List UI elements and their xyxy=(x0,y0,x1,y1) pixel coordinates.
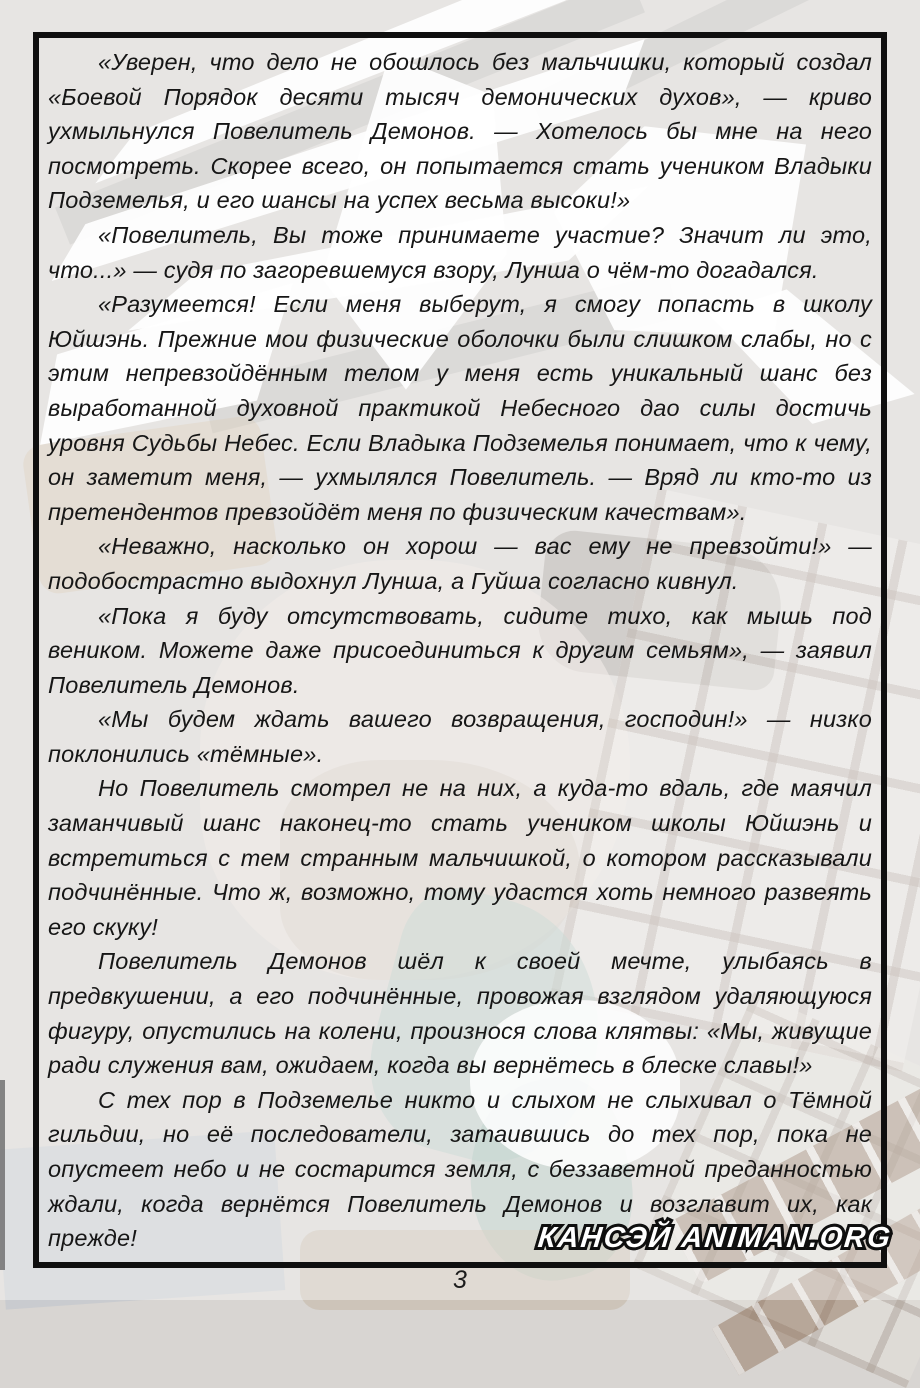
paragraph: Повелитель Демонов шёл к своей мечте, улыбаясь в предвкушении, а его подчинённые, провожая взглядом удаляющуюся фигуру, опустились на колени, произнося слова клятвы: «Мы, живущие ради служения вам, ожидаем, когда вы вернётесь в блеске славы!» xyxy=(48,948,872,1079)
paragraph: «Пока я буду отсутствовать, сидите тихо, как мышь под веником. Можете даже присоединиться к другим семьям», — заявил Повелитель Демонов. xyxy=(48,602,872,698)
paragraph: «Неважно, насколько он хорош — вас ему не превзойти!» — подобострастно выдохнул Лунша, а Гуйша согласно кивнул. xyxy=(48,533,872,594)
paragraph: «Разумеется! Если меня выберут, я смогу попасть в школу Юйшэнь. Прежние мои физические оболочки были слишком слабы, но с этим непревзойдённым телом у меня есть уникальный шанс без выработанной духовной практикой Небесного дао силы достичь уровня Судьбы Небес. Если Владыка Подземелья понимает, что к чему, он заметит меня, — ухмылялся Повелитель. — Вряд ли кто-то из претендентов превзойдёт меня по физическим качествам». xyxy=(48,291,872,525)
paragraph: С тех пор в Подземелье никто и слыхом не слыхивал о Тёмной гильдии, но её последователи, затаившись до тех пор, пока не опустеет небо и не состарится земля, с беззаветной преданностью ждали, когда вернётся Повелитель Демонов и возглавит их, как прежде! xyxy=(48,1086,872,1252)
paragraph: «Повелитель, Вы тоже принимаете участие? Значит ли это, что...» — судя по загоревшемуся взору, Лунша о чём-то догадался. xyxy=(48,221,872,283)
text-frame xyxy=(33,32,887,1268)
paragraph: «Уверен, что дело не обошлось без мальчишки, который создал «Боевой Порядок десяти тысяч демонических духов», — криво ухмыльнулся Повелитель Демонов. — Хотелось бы мне на него посмотреть. Скорее всего, он попытается стать учеником Владыки Подземелья, и его шансы на успех весьма высоки!» xyxy=(48,49,872,214)
page-number: 3 xyxy=(453,1266,467,1294)
paragraph: «Мы будем ждать вашего возвращения, господин!» — низко поклонились «тёмные». xyxy=(48,706,872,767)
translator-watermark: КАНСЭЙ ANIMAN.ORG xyxy=(536,1222,894,1254)
paragraph: Но Повелитель смотрел не на них, а куда-то вдаль, где маячил заманчивый шанс наконец-то стать учеником школы Юйшэнь и встретиться с тем странным мальчишкой, о котором рассказывали подчинённые. Что ж, возможно, тому удастся хоть немного развеять его скуку! xyxy=(48,775,872,940)
